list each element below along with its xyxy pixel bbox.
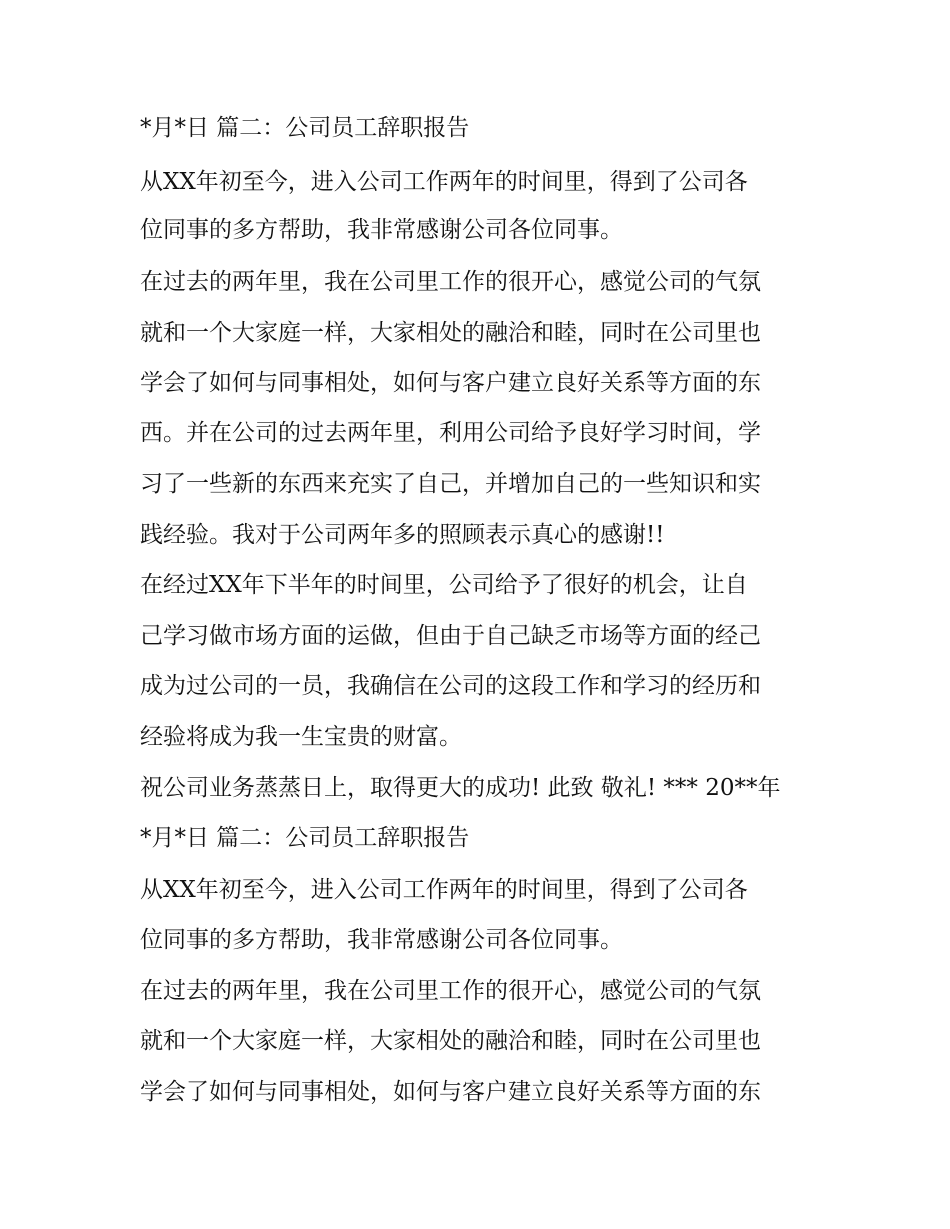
text-line: 经验将成为我一生宝贵的财富。 [140, 724, 462, 750]
text-line: 成为过公司的一员，我确信在公司的这段工作和学习的经历和 [140, 673, 761, 699]
text-line: *月*日 篇二：公司员工辞职报告 [140, 115, 470, 141]
text-line: 学会了如何与同事相处，如何与客户建立良好关系等方面的东 [140, 370, 761, 396]
text-line: 从XX年初至今，进入公司工作两年的时间里，得到了公司各 [140, 877, 748, 903]
text-line: 从XX年初至今，进入公司工作两年的时间里，得到了公司各 [140, 169, 748, 195]
text-line: 位同事的多方帮助，我非常感谢公司各位同事。 [140, 217, 623, 243]
text-line: 己学习做市场方面的运做，但由于自己缺乏市场等方面的经己 [140, 623, 761, 649]
text-line: 位同事的多方帮助，我非常感谢公司各位同事。 [140, 927, 623, 953]
text-line: 在过去的两年里，我在公司里工作的很开心，感觉公司的气氛 [140, 269, 761, 295]
text-line: 学会了如何与同事相处，如何与客户建立良好关系等方面的东 [140, 1079, 761, 1105]
text-line: *月*日 篇二：公司员工辞职报告 [140, 825, 470, 851]
text-line: 就和一个大家庭一样，大家相处的融洽和睦，同时在公司里也 [140, 1028, 761, 1054]
text-line: 西。并在公司的过去两年里，利用公司给予良好学习时间，学 [140, 420, 761, 446]
text-line: 就和一个大家庭一样，大家相处的融洽和睦，同时在公司里也 [140, 320, 761, 346]
text-line: 践经验。我对于公司两年多的照顾表示真心的感谢!! [140, 522, 665, 548]
text-line: 在经过XX年下半年的时间里，公司给予了很好的机会，让自 [140, 572, 748, 598]
text-line: 祝公司业务蒸蒸日上，取得更大的成功! 此致 敬礼! *** 20**年 [140, 775, 781, 801]
text-line: 在过去的两年里，我在公司里工作的很开心，感觉公司的气氛 [140, 978, 761, 1004]
text-line: 习了一些新的东西来充实了自己，并增加自己的一些知识和实 [140, 471, 761, 497]
